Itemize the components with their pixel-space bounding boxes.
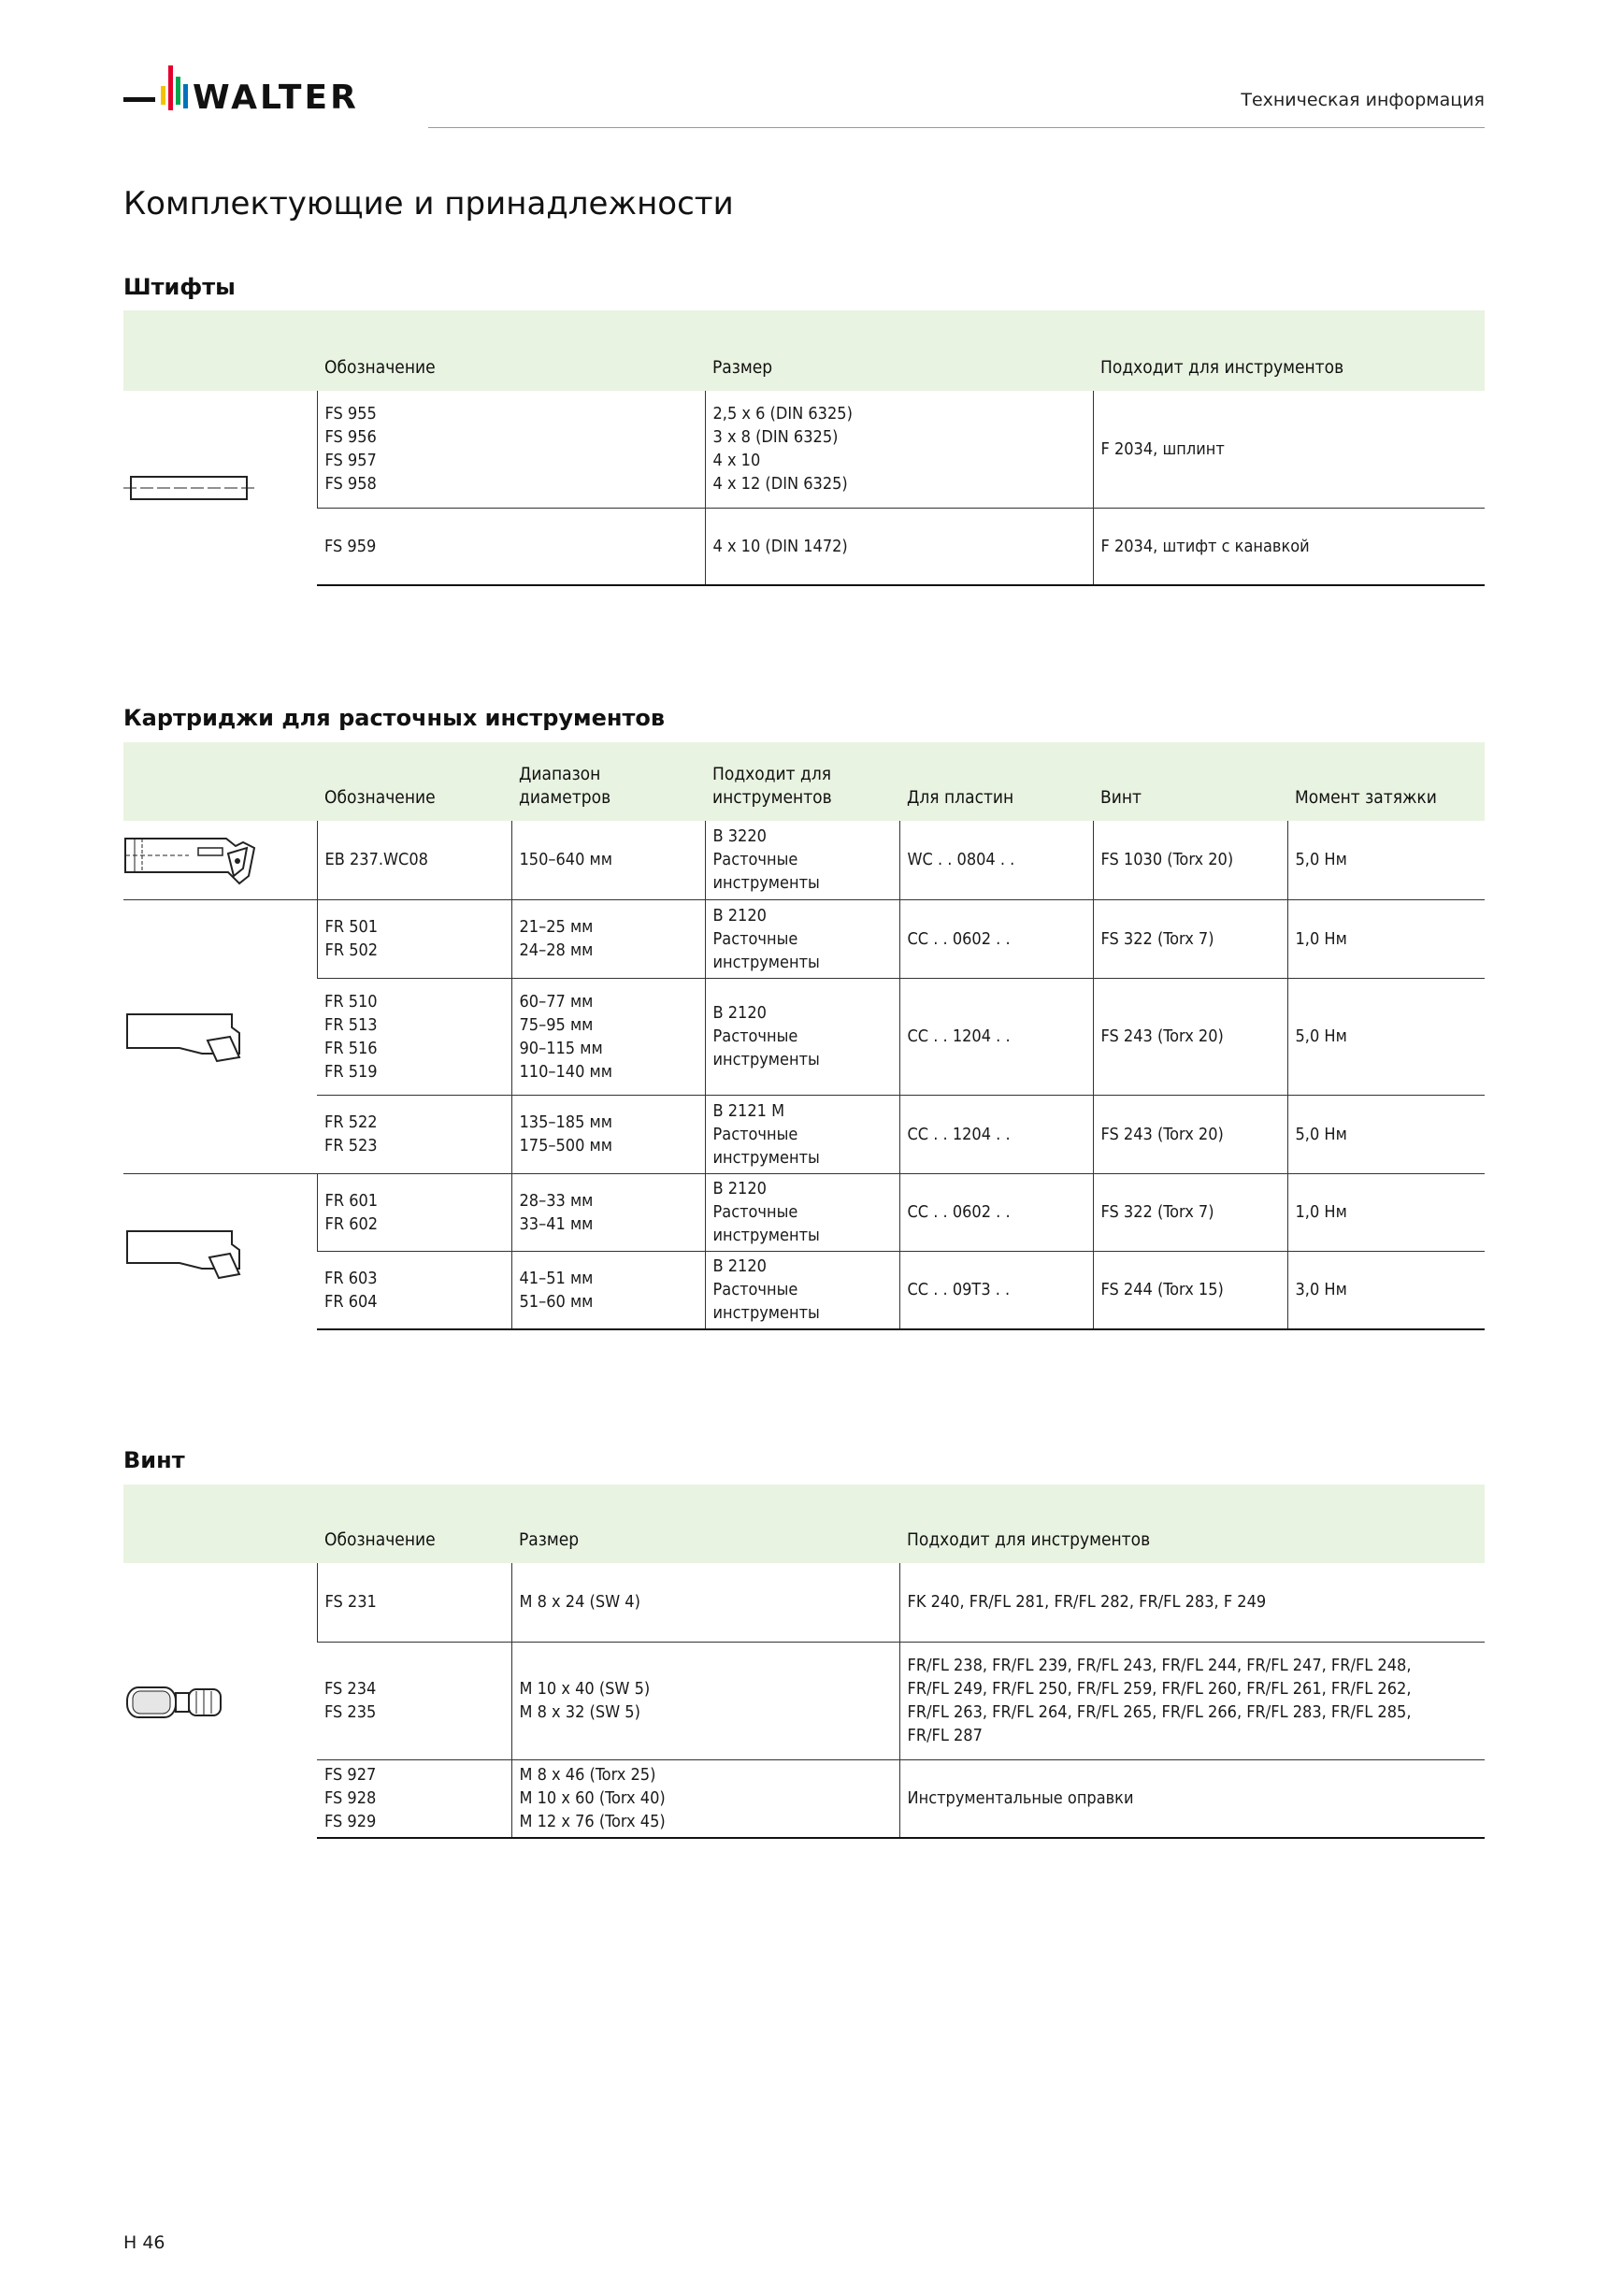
fr600-cartridge-drawing bbox=[123, 1173, 317, 1329]
fr500-cartridge-drawing bbox=[123, 899, 317, 1173]
cartridge-range: 21–25 мм 24–28 мм bbox=[519, 917, 594, 960]
cartridge-inserts: CC . . 0602 . . bbox=[907, 1202, 1011, 1222]
pin-designation: FS 959 bbox=[324, 536, 377, 556]
logo-wordmark: WALTER bbox=[193, 79, 359, 116]
pins-header-suitable: Подходит для инструментов bbox=[1093, 310, 1485, 391]
cartridges-section-title: Картриджи для расточных инструментов bbox=[123, 705, 666, 731]
cartridge-tools: B 3220 Расточные инструменты bbox=[712, 826, 820, 894]
pins-header-image bbox=[123, 310, 317, 391]
eb-cartridge-drawing bbox=[123, 821, 317, 899]
pins-table bbox=[123, 310, 1485, 586]
table-row bbox=[123, 1759, 1485, 1838]
cartridges-header-tools: Подходит для инструментов bbox=[705, 742, 899, 821]
screw-size: M 10 x 40 (SW 5) M 8 x 32 (SW 5) bbox=[519, 1679, 651, 1722]
cartridge-screw: FS 322 (Torx 7) bbox=[1100, 928, 1214, 949]
pins-header-size: Размер bbox=[705, 310, 1093, 391]
cartridge-tools: B 2121 M Расточные инструменты bbox=[712, 1100, 820, 1168]
pin-designation: FS 955 FS 956 FS 957 FS 958 bbox=[324, 404, 377, 495]
cartridge-tools: B 2120 Расточные инструменты bbox=[712, 1256, 820, 1324]
pin-size: 2,5 x 6 (DIN 6325) 3 x 8 (DIN 6325) 4 x 10 4 x 12 (DIN 6325) bbox=[712, 404, 853, 495]
pins-section-title: Штифты bbox=[123, 274, 236, 300]
header-divider bbox=[428, 127, 1485, 128]
table-row bbox=[123, 508, 1485, 585]
cartridge-inserts: CC . . 1204 . . bbox=[907, 1124, 1011, 1144]
cartridge-torque: 5,0 Нм bbox=[1295, 850, 1347, 870]
cartridge-range: 135–185 мм 175–500 мм bbox=[519, 1112, 612, 1155]
cartridge-designation: FR 522 FR 523 bbox=[324, 1112, 378, 1155]
screws-table bbox=[123, 1485, 1485, 1839]
screw-designation: FS 927 FS 928 FS 929 bbox=[324, 1765, 377, 1832]
table-row bbox=[123, 1095, 1485, 1173]
screw-suitable: FK 240, FR/FL 281, FR/FL 282, FR/FL 283, F 249 bbox=[907, 1592, 1267, 1613]
cartridge-designation: FR 501 FR 502 bbox=[324, 917, 379, 960]
cartridge-screw: FS 243 (Torx 20) bbox=[1100, 1026, 1224, 1046]
table-row bbox=[123, 1173, 1485, 1251]
cartridge-inserts: CC . . 09T3 . . bbox=[907, 1280, 1011, 1300]
cartridge-inserts: CC . . 1204 . . bbox=[907, 1026, 1011, 1046]
page-title: Комплектующие и принадлежности bbox=[123, 185, 734, 222]
cartridges-header-image bbox=[123, 742, 317, 821]
screw-suitable: FR/FL 238, FR/FL 239, FR/FL 243, FR/FL 244, FR/FL 247, FR/FL 248, FR/FL 249, FR/FL 250, FR/FL 259, FR/FL 260, FR/FL 261, FR/FL 262, FR/FL 263, FR/FL 264, FR/FL 265, FR/FL 266, FR/FL 283, FR/FL 285, FR/FL 287 bbox=[907, 1656, 1412, 1745]
screws-header-suitable: Подходит для инструментов bbox=[899, 1485, 1485, 1563]
table-row bbox=[123, 1563, 1485, 1642]
screws-section-title: Винт bbox=[123, 1447, 185, 1473]
pin-suitable: F 2034, шплинт bbox=[1100, 438, 1225, 459]
screw-size: M 8 x 46 (Torx 25) M 10 x 60 (Torx 40) M 12 x 76 (Torx 45) bbox=[519, 1765, 666, 1832]
screw-drawing bbox=[123, 1563, 317, 1838]
screw-designation: FS 234 FS 235 bbox=[324, 1679, 377, 1722]
cartridge-torque: 3,0 Нм bbox=[1295, 1280, 1347, 1300]
screw-suitable: Инструментальные оправки bbox=[907, 1788, 1134, 1809]
cartridge-designation: FR 510 FR 513 FR 516 FR 519 bbox=[324, 991, 378, 1082]
cartridge-screw: FS 244 (Torx 15) bbox=[1100, 1280, 1224, 1300]
pins-header-designation: Обозначение bbox=[317, 310, 705, 391]
table-row bbox=[123, 391, 1485, 508]
cartridge-torque: 1,0 Нм bbox=[1295, 1202, 1347, 1222]
cartridge-tools: B 2120 Расточные инструменты bbox=[712, 1179, 820, 1245]
table-row bbox=[123, 1642, 1485, 1759]
screw-designation: FS 231 bbox=[324, 1592, 377, 1613]
cartridge-torque: 1,0 Нм bbox=[1295, 928, 1347, 949]
cartridges-header-range: Диапазон диаметров bbox=[511, 742, 705, 821]
pin-suitable: F 2034, штифт с канавкой bbox=[1100, 536, 1310, 556]
cartridge-inserts: CC . . 0602 . . bbox=[907, 928, 1011, 949]
cartridges-header-torque: Момент затяжки bbox=[1287, 742, 1485, 821]
cartridge-tools: B 2120 Расточные инструменты bbox=[712, 905, 820, 972]
cartridge-designation: FR 601 FR 602 bbox=[324, 1190, 379, 1234]
cartridge-screw: FS 243 (Torx 20) bbox=[1100, 1124, 1224, 1144]
cartridge-range: 28–33 мм 33–41 мм bbox=[519, 1190, 594, 1234]
cartridge-designation: FR 603 FR 604 bbox=[324, 1268, 378, 1312]
section-label: Техническая информация bbox=[1241, 90, 1485, 110]
cartridge-torque: 5,0 Нм bbox=[1295, 1026, 1347, 1046]
cartridge-range: 41–51 мм 51–60 мм bbox=[519, 1268, 594, 1312]
cartridge-range: 60–77 мм 75–95 мм 90–115 мм 110–140 мм bbox=[519, 991, 612, 1082]
pin-size: 4 x 10 (DIN 1472) bbox=[712, 536, 848, 556]
screws-header-designation: Обозначение bbox=[317, 1485, 511, 1563]
table-row bbox=[123, 978, 1485, 1095]
table-row bbox=[123, 899, 1485, 978]
pin-drawing bbox=[123, 391, 317, 585]
cartridge-screw: FS 322 (Torx 7) bbox=[1100, 1202, 1214, 1222]
cartridges-header-screw: Винт bbox=[1093, 742, 1287, 821]
cartridge-screw: FS 1030 (Torx 20) bbox=[1100, 850, 1234, 870]
cartridge-inserts: WC . . 0804 . . bbox=[907, 850, 1015, 870]
walter-logo bbox=[123, 60, 404, 116]
cartridges-header-inserts: Для пластин bbox=[899, 742, 1093, 821]
table-row bbox=[123, 1251, 1485, 1329]
table-row bbox=[123, 821, 1485, 899]
cartridge-torque: 5,0 Нм bbox=[1295, 1124, 1347, 1144]
cartridge-range: 150–640 мм bbox=[519, 850, 612, 870]
cartridges-header-designation: Обозначение bbox=[317, 742, 511, 821]
screws-header-image bbox=[123, 1485, 317, 1563]
screw-size: M 8 x 24 (SW 4) bbox=[519, 1592, 640, 1613]
cartridges-table bbox=[123, 742, 1485, 1330]
cartridge-designation: EB 237.WC08 bbox=[324, 850, 428, 870]
page-number: H 46 bbox=[123, 2232, 165, 2253]
screws-header-size: Размер bbox=[511, 1485, 899, 1563]
cartridge-tools: B 2120 Расточные инструменты bbox=[712, 1003, 820, 1069]
